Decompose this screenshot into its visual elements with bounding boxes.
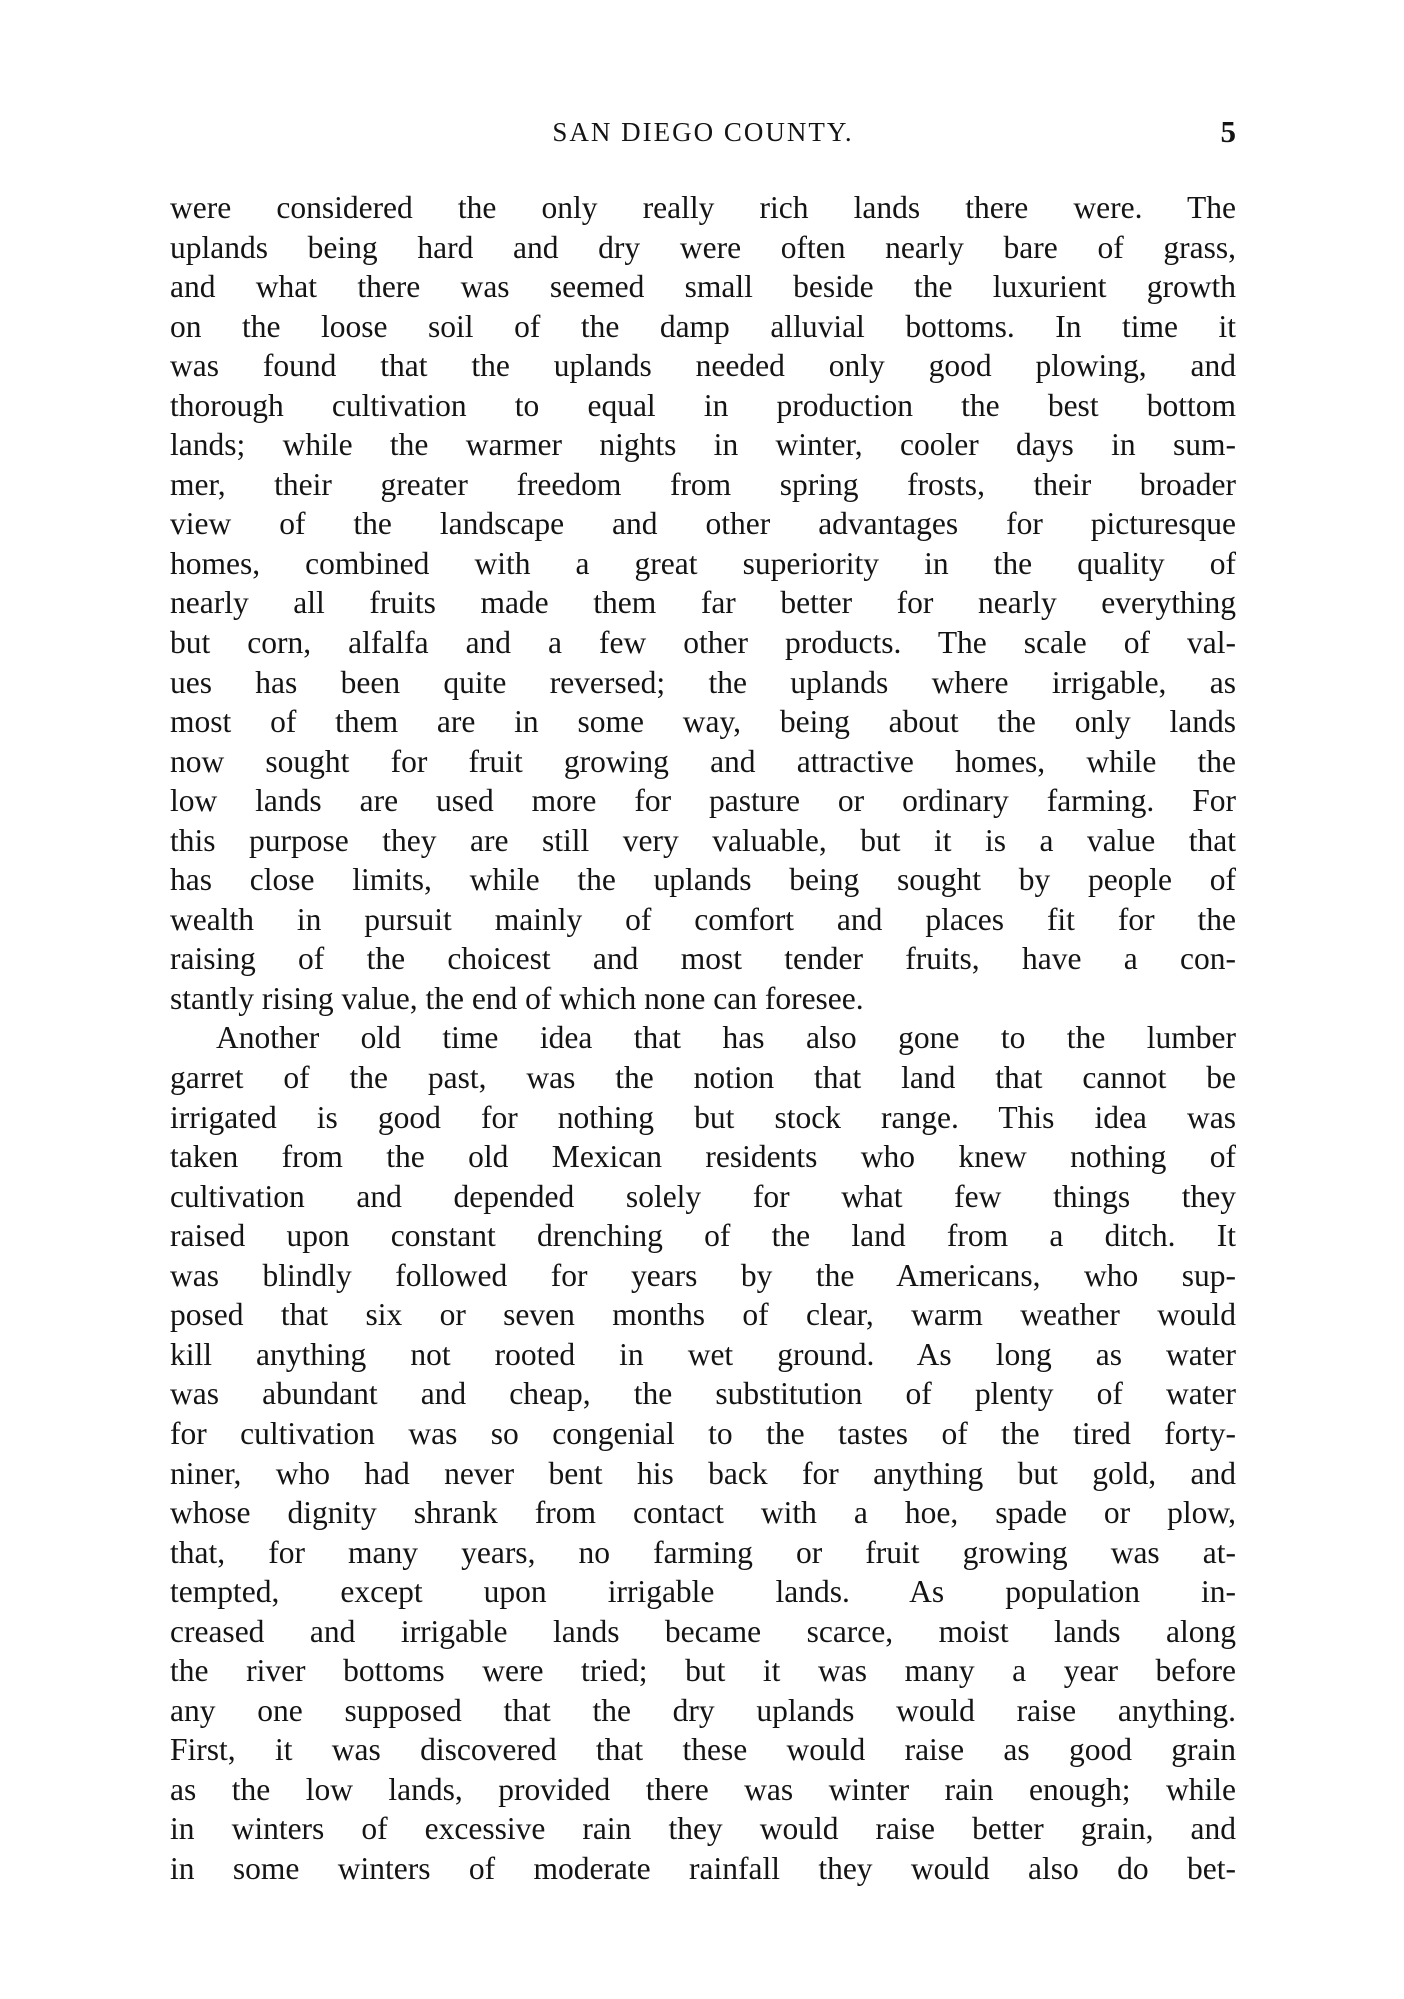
- text-line: in some winters of moderate rainfall they would also do bet-: [170, 1850, 1236, 1886]
- paragraph-1: [170, 188, 1236, 1018]
- text-line: now sought for fruit growing and attractive homes, while the: [170, 743, 1236, 779]
- text-line: stantly rising value, the end of which none can foresee.: [170, 980, 864, 1016]
- running-head: [170, 112, 1236, 152]
- text-line: this purpose they are still very valuable, but it is a value that: [170, 822, 1236, 858]
- text-line: irrigated is good for nothing but stock range. This idea was: [170, 1099, 1236, 1135]
- text-line: view of the landscape and other advantages for picturesque: [170, 506, 1236, 542]
- text-line: any one supposed that the dry uplands would raise anything.: [170, 1692, 1236, 1728]
- text-line: kill anything not rooted in wet ground. As long as water: [170, 1336, 1236, 1372]
- text-line: ues has been quite reversed; the uplands where irrigable, as: [170, 664, 1236, 700]
- text-line: were considered the only really rich lands there were. The: [170, 190, 1236, 225]
- text-line: was abundant and cheap, the substitution of plenty of water: [170, 1376, 1236, 1412]
- text-line: uplands being hard and dry were often nearly bare of grass,: [170, 229, 1236, 265]
- text-line: creased and irrigable lands became scarce, moist lands along: [170, 1613, 1236, 1649]
- paragraph-2: [170, 1018, 1236, 1888]
- text-line: has close limits, while the uplands being sought by people of: [170, 862, 1236, 898]
- text-line: garret of the past, was the notion that land that cannot be: [170, 1060, 1236, 1096]
- text-line: the river bottoms were tried; but it was many a year before: [170, 1653, 1236, 1689]
- text-line: wealth in pursuit mainly of comfort and places fit for the: [170, 901, 1236, 937]
- text-line: whose dignity shrank from contact with a hoe, spade or plow,: [170, 1495, 1236, 1531]
- text-line: raised upon constant drenching of the land from a ditch. It: [170, 1218, 1236, 1254]
- text-line: for cultivation was so congenial to the tastes of the tired forty-: [170, 1415, 1236, 1451]
- running-title: SAN DIEGO COUNTY.: [552, 117, 854, 147]
- text-line: but corn, alfalfa and a few other products. The scale of val-: [170, 625, 1236, 661]
- text-line: cultivation and depended solely for what few things they: [170, 1178, 1236, 1214]
- text-line: was found that the uplands needed only good plowing, and: [170, 348, 1236, 384]
- text-line: posed that six or seven months of clear, warm weather would: [170, 1297, 1236, 1333]
- text-line: taken from the old Mexican residents who knew nothing of: [170, 1139, 1236, 1175]
- text-line: niner, who had never bent his back for anything but gold, and: [170, 1455, 1236, 1491]
- text-line: and what there was seemed small beside the luxurient growth: [170, 269, 1236, 305]
- body-text: [170, 188, 1236, 1889]
- text-line: nearly all fruits made them far better for nearly everything: [170, 585, 1236, 621]
- text-line: First, it was discovered that these would raise as good grain: [170, 1732, 1236, 1768]
- text-line: was blindly followed for years by the Americans, who sup-: [170, 1257, 1236, 1293]
- text-line: mer, their greater freedom from spring frosts, their broader: [170, 466, 1236, 502]
- page-number: 5: [1220, 114, 1236, 149]
- text-line: on the loose soil of the damp alluvial bottoms. In time it: [170, 308, 1236, 344]
- text-line: most of them are in some way, being about the only lands: [170, 704, 1236, 740]
- text-line: homes, combined with a great superiority in the quality of: [170, 545, 1236, 581]
- text-line: in winters of excessive rain they would raise better grain, and: [170, 1811, 1236, 1847]
- text-line: that, for many years, no farming or fruit growing was at-: [170, 1534, 1236, 1570]
- text-line: raising of the choicest and most tender fruits, have a con-: [170, 941, 1236, 977]
- text-line: Another old time idea that has also gone to the lumber: [216, 1020, 1236, 1056]
- text-line: lands; while the warmer nights in winter, cooler days in sum-: [170, 427, 1236, 463]
- text-line: thorough cultivation to equal in production the best bottom: [170, 387, 1236, 423]
- text-line: low lands are used more for pasture or ordinary farming. For: [170, 783, 1236, 819]
- text-line: as the low lands, provided there was winter rain enough; while: [170, 1771, 1236, 1807]
- text-line: tempted, except upon irrigable lands. As population in-: [170, 1574, 1236, 1610]
